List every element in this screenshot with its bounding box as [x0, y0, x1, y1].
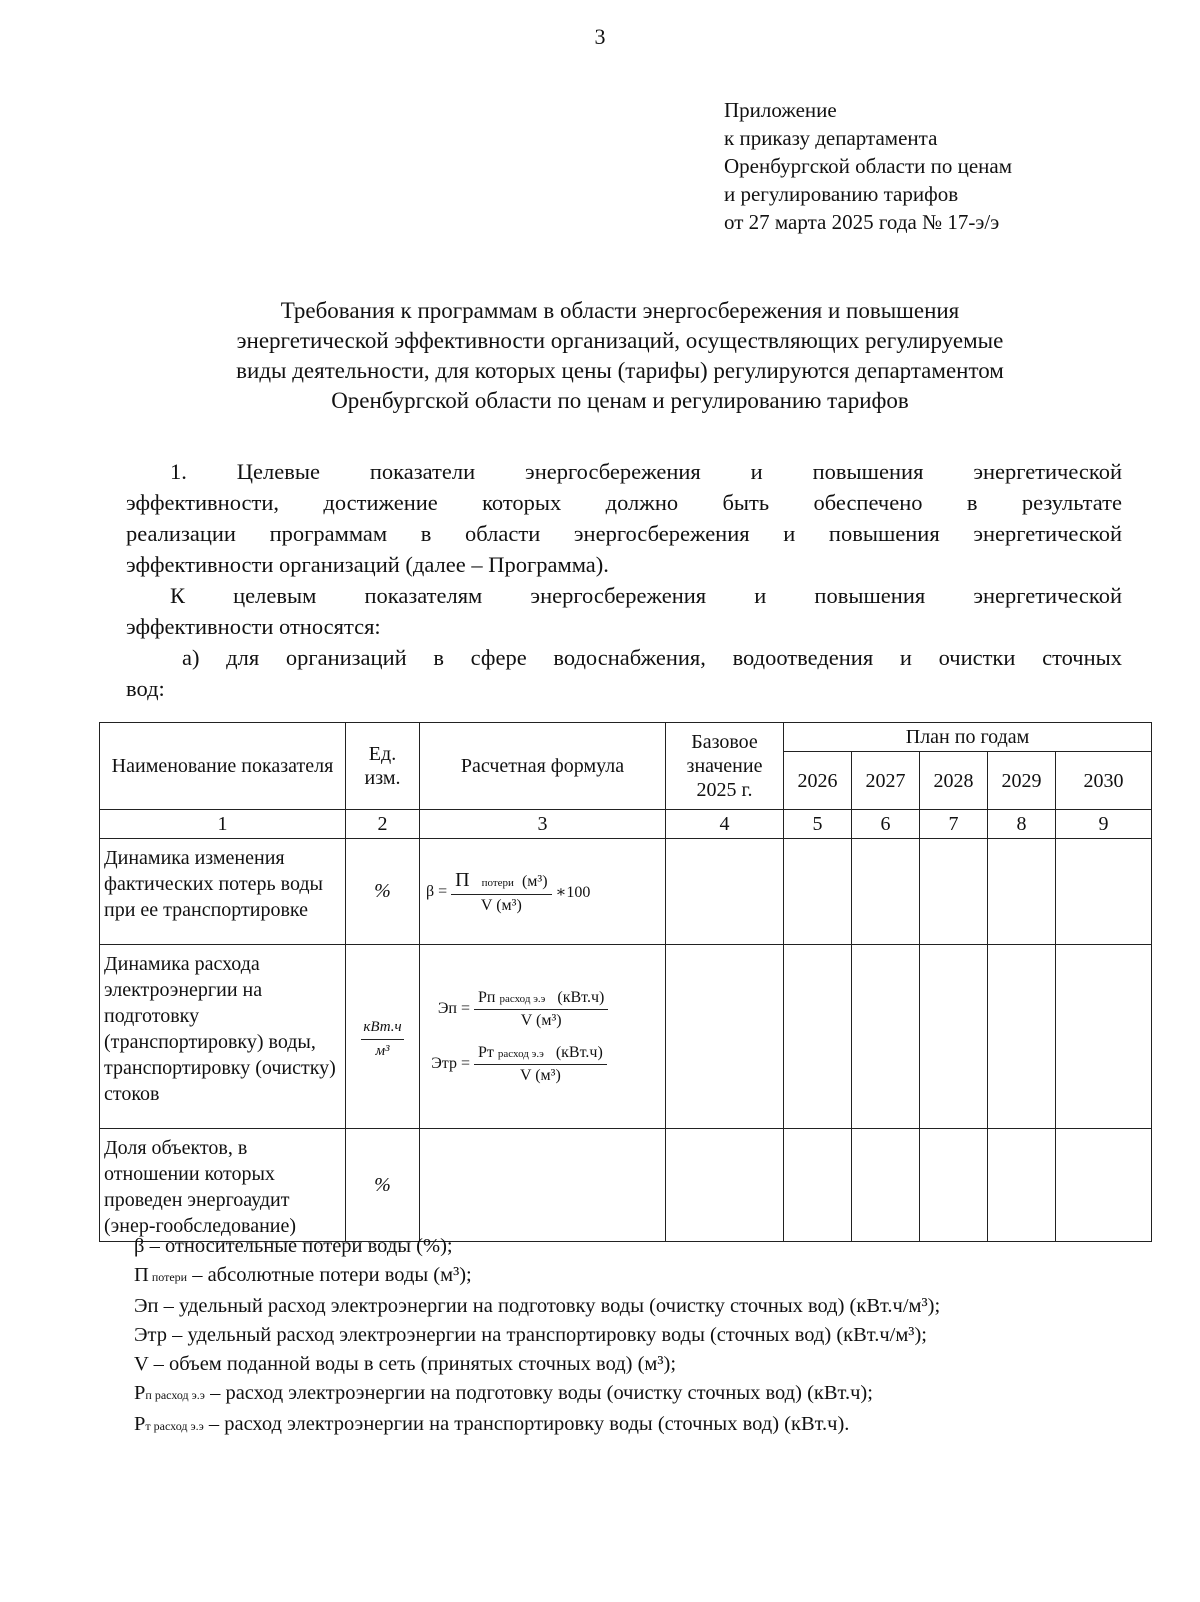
formula-cell: [420, 1129, 666, 1242]
legend-symbol: Р: [134, 1382, 146, 1404]
header-year: 2029: [988, 752, 1056, 810]
legend-item: [134, 1321, 940, 1350]
plan-cell: [920, 945, 988, 1129]
document-title: [120, 296, 1120, 416]
legend-text: – расход электроэнергии на транспортировку воды (сточных вод) (кВт.ч).: [203, 1413, 850, 1435]
column-number: 3: [420, 810, 666, 839]
formula-numerator: [451, 869, 551, 895]
formula-cell: [420, 945, 666, 1129]
title-line: виды деятельности, для которых цены (тарифы) регулируются департаментом: [236, 358, 1004, 383]
column-number: 1: [100, 810, 346, 839]
plan-cell: [784, 839, 852, 945]
plan-cell: [920, 1129, 988, 1242]
legend-text: – объем поданной воды в сеть (принятых сточных вод) (м³);: [148, 1353, 677, 1375]
legend-symbol: Этр: [134, 1324, 167, 1346]
paragraph-line: К целевым показателям энергосбережения и повышения энергетической: [170, 583, 1122, 608]
formula-lhs: Эп =: [437, 1000, 470, 1017]
legend-text: – относительные потери воды (%);: [144, 1235, 453, 1257]
unit-fraction: [361, 1019, 403, 1060]
paragraph-line: эффективности, достижение которых должно быть обеспечено в результате: [126, 490, 1122, 515]
plan-cell: [852, 945, 920, 1129]
appendix-line: Приложение: [724, 98, 837, 122]
column-number: 9: [1056, 810, 1152, 839]
formula-numerator: [474, 989, 608, 1010]
legend-item: [134, 1261, 940, 1292]
base-value-cell: [666, 1129, 784, 1242]
column-number: 7: [920, 810, 988, 839]
plan-cell: [920, 839, 988, 945]
legend-item: [134, 1410, 940, 1441]
plan-cell: [1056, 945, 1152, 1129]
legend-symbol: β: [134, 1235, 145, 1257]
body-text: [126, 456, 1122, 704]
indicator-unit: [346, 945, 420, 1129]
base-value-cell: [666, 839, 784, 945]
indicator-name: Динамика расхода электроэнергии на подготовку (транспортировку) воды, транспортировку (очистку) стоков: [100, 945, 346, 1129]
formula-fraction: [451, 869, 551, 915]
plan-cell: [988, 839, 1056, 945]
formula-fraction: [474, 1044, 607, 1085]
header-formula: Расчетная формула: [420, 723, 666, 810]
legend-item: [134, 1379, 940, 1410]
formula-loss: [426, 869, 659, 915]
legend-text: – расход электроэнергии на подготовку воды (очистку сточных вод) (кВт.ч);: [204, 1382, 873, 1404]
header-unit: Ед. изм.: [346, 723, 420, 810]
legend-symbol: П: [134, 1264, 149, 1286]
column-number: 8: [988, 810, 1056, 839]
indicator-name: Доля объектов, в отношении которых проведен энергоаудит (энер-гообследование): [100, 1129, 346, 1242]
formula-subscript: расход э.э: [497, 1047, 544, 1060]
paragraph-line: эффективности организаций (далее – Программа).: [126, 552, 609, 577]
indicator-name: Динамика изменения фактических потерь воды при ее транспортировке: [100, 839, 346, 945]
legend: [134, 1232, 940, 1441]
appendix-line: от 27 марта 2025 года № 17-э/э: [724, 210, 1000, 234]
formula-transport: [426, 1044, 659, 1085]
formula-lhs: Этр =: [431, 1055, 470, 1072]
table-row: [100, 945, 1152, 1129]
plan-cell: [852, 839, 920, 945]
legend-text: – удельный расход электроэнергии на подготовку воды (очистку сточных вод) (кВт.ч/м³);: [158, 1295, 941, 1317]
appendix-line: к приказу департамента: [724, 126, 938, 150]
unit-denominator: м³: [375, 1042, 390, 1059]
formula-symbol: Рт: [478, 1043, 494, 1061]
plan-cell: [784, 945, 852, 1129]
paragraph-line: 1. Целевые показатели энергосбережения и повышения энергетической: [170, 459, 1122, 484]
formula-denominator: V (м³): [520, 1011, 562, 1029]
legend-item: [134, 1232, 940, 1261]
appendix-block: [724, 96, 1012, 236]
legend-subscript: п расход э.э: [145, 1388, 205, 1402]
legend-item: [134, 1350, 940, 1379]
formula-subscript: расход э.э: [499, 992, 546, 1005]
formula-tail: ∗100: [555, 883, 591, 901]
legend-symbol: Р: [134, 1413, 146, 1435]
legend-text: – удельный расход электроэнергии на транспортировку воды (сточных вод) (кВт.ч/м³);: [167, 1324, 927, 1346]
plan-cell: [852, 1129, 920, 1242]
indicator-unit: %: [346, 839, 420, 945]
indicators-table: [99, 722, 1152, 1242]
header-year: 2028: [920, 752, 988, 810]
paragraph-line: эффективности относятся:: [126, 614, 381, 639]
plan-cell: [1056, 839, 1152, 945]
legend-symbol: V: [134, 1353, 149, 1375]
header-year: 2030: [1056, 752, 1152, 810]
column-number: 2: [346, 810, 420, 839]
table-row: [100, 1129, 1152, 1242]
formula-fraction: [474, 989, 608, 1030]
plan-cell: [988, 1129, 1056, 1242]
table-row: [100, 839, 1152, 945]
legend-item: [134, 1292, 940, 1321]
formula-preparation: [426, 989, 659, 1030]
formula-denominator: V (м³): [519, 1066, 561, 1084]
formula-unit: (м³): [521, 872, 548, 890]
header-base-value: Базовое значение 2025 г.: [666, 723, 784, 810]
header-name: Наименование показателя: [100, 723, 346, 810]
legend-text: – абсолютные потери воды (м³);: [187, 1264, 472, 1286]
paragraph-line: а) для организаций в сфере водоснабжения, водоотведения и очистки сточных: [182, 645, 1122, 670]
plan-cell: [988, 945, 1056, 1129]
column-number: 6: [852, 810, 920, 839]
formula-lhs: β =: [426, 882, 448, 900]
header-year: 2027: [852, 752, 920, 810]
legend-symbol: Эп: [134, 1295, 159, 1317]
base-value-cell: [666, 945, 784, 1129]
column-number: 5: [784, 810, 852, 839]
indicator-unit: %: [346, 1129, 420, 1242]
title-line: Оренбургской области по ценам и регулированию тарифов: [331, 388, 909, 413]
formula-numerator: [474, 1044, 607, 1065]
header-year: 2026: [784, 752, 852, 810]
formula-denominator: V (м³): [480, 896, 522, 914]
formula-symbol: П: [455, 868, 470, 891]
title-line: Требования к программам в области энергосбережения и повышения: [280, 298, 960, 323]
title-line: энергетической эффективности организаций, осуществляющих регулируемые: [236, 328, 1004, 353]
paragraph-line: реализации программам в области энергосбережения и повышения энергетической: [126, 521, 1122, 546]
paragraph-line: вод:: [126, 676, 165, 701]
formula-unit: (кВт.ч): [555, 1043, 603, 1061]
legend-subscript: т расход э.э: [145, 1419, 204, 1433]
appendix-line: Оренбургской области по ценам: [724, 154, 1013, 178]
page-number: 3: [594, 24, 606, 49]
formula-cell: [420, 839, 666, 945]
header-plan-by-years: План по годам: [784, 723, 1152, 752]
plan-cell: [784, 1129, 852, 1242]
formula-symbol: Рп: [478, 988, 496, 1006]
formula-subscript: потери: [481, 876, 514, 889]
unit-numerator: кВт.ч: [361, 1019, 403, 1040]
appendix-line: и регулированию тарифов: [724, 182, 959, 206]
formula-unit: (кВт.ч): [557, 988, 605, 1006]
plan-cell: [1056, 1129, 1152, 1242]
legend-subscript: потери: [148, 1270, 188, 1284]
column-number: 4: [666, 810, 784, 839]
